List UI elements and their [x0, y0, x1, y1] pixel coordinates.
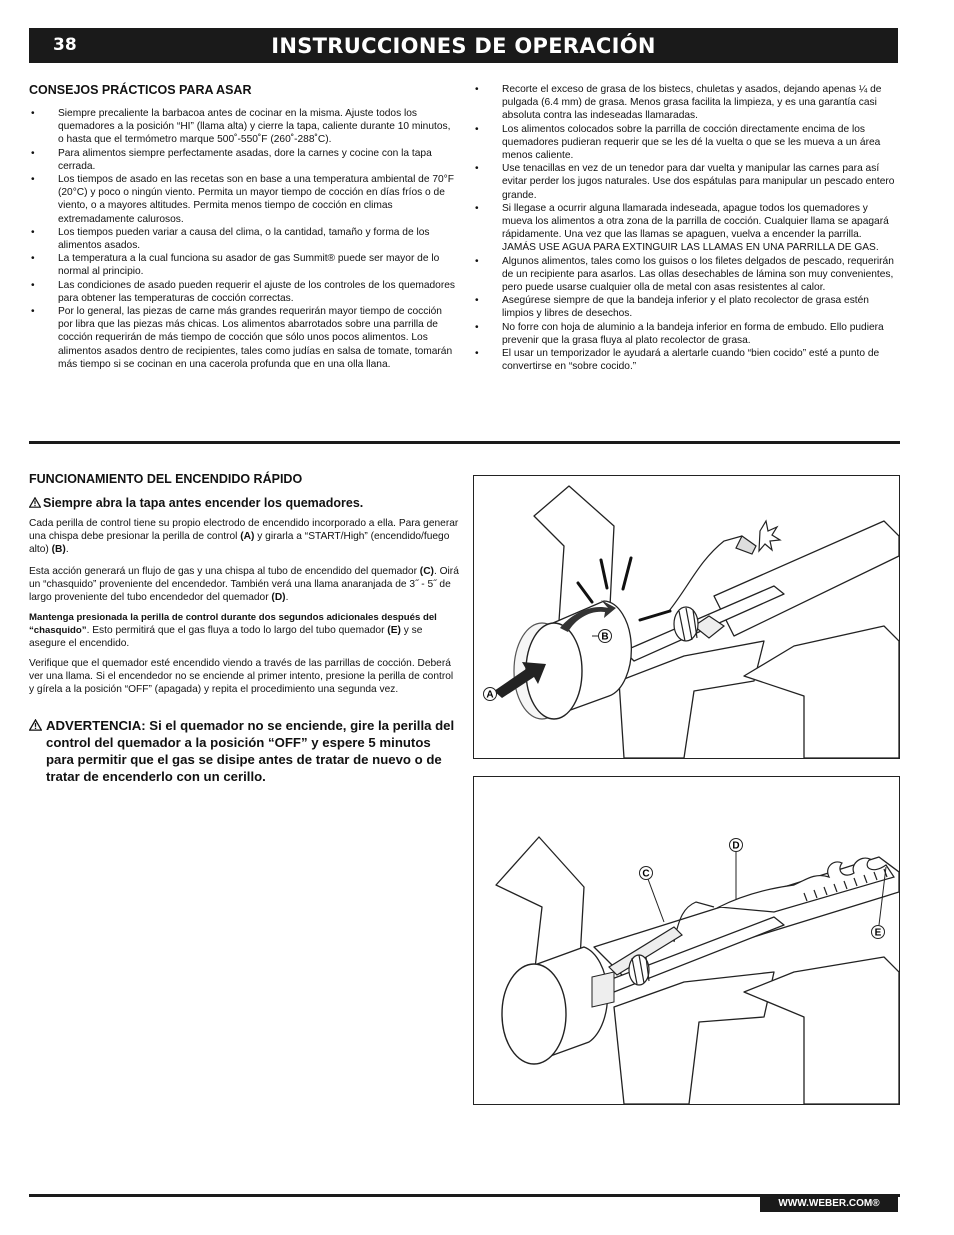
p2-ref-d: (D) [271, 592, 286, 604]
tips-heading: CONSEJOS PRÁCTICOS PARA ASAR [29, 83, 252, 97]
p2-text-a: Esta acción generará un flujo de gas y una chispa al tubo de encendido del quemador [29, 566, 420, 577]
ignition-warning [29, 717, 459, 785]
tip-item: • Para alimentos siempre perfectamente asadas, dore la carnes y cocine con la tapa cerrada. [29, 147, 457, 173]
p2-text-c: . Oirá un “chasquido” proveniente del encendedor. También verá una llama anaranjada de 3˝ - 5˝ de largo proveniente del tubo encendedor del quemador [29, 566, 459, 604]
label-a: A [486, 689, 494, 701]
tip-item: • No forre con hoja de aluminio a la bandeja inferior en forma de embudo. Ello pudiera prevenir que la grasa fluya al plato recolector de grasa. [473, 321, 898, 347]
tip-item: • Las condiciones de asado pueden requerir el ajuste de los controles de los quemadores para obtener las temperaturas de cocción correctas. [29, 279, 457, 305]
p1-ref-b: (B) [51, 544, 66, 556]
knob-press-illustration [474, 476, 899, 758]
tip-item: • Por lo general, las piezas de carne más grandes requerirán mayor tiempo de cocción por libra que las piezas más chicas. Los alimentos abarrotados sobre una parrilla de cocción requerirán de más tiempo de cocción que sólo unos pocos alimentos. Los alimentos asados dentro de recipientes, tales como judías en salsa de tomate, tomarán más tiempo si se cocinan en una cacerola profunda que en una olla llana. [29, 305, 457, 371]
warning-icon [29, 497, 41, 508]
ignition-paragraph-2 [29, 565, 459, 605]
ignition-heading: FUNCIONAMIENTO DEL ENCENDIDO RÁPIDO [29, 472, 303, 486]
tips-list-right [473, 83, 898, 373]
ignition-lead-text: Siempre abra la tapa antes encender los quemadores. [43, 496, 364, 510]
figure-knob-press [473, 475, 900, 759]
ignition-paragraph-3 [29, 611, 459, 651]
tip-item: • Los alimentos colocados sobre la parrilla de cocción directamente encima de los quemadores pudieran requerir que se les dé la vuelta o que se les mueva a un área menos caliente. [473, 123, 898, 163]
p1-text-c: y girarla a “START/High” (encendido/fuego alto) [29, 531, 450, 556]
tip-item: • Los tiempos de asado en las recetas son en base a una temperatura ambiental de 70°F (20°C) y poco o ningún viento. Permita un mayor tiempo de cocción en días fríos o de viento, o a mayores altitudes. Permita menos tiempo de cocción en climas extremadamente calurosos. [29, 173, 457, 226]
tip-item: • Recorte el exceso de grasa de los bistecs, chuletas y asados, dejando apenas ¼ de pulgada (6.4 mm) de grasa. Menos grasa facilita la limpieza, y es una garantía casi absoluta contra las indeseadas llamaradas. [473, 83, 898, 123]
p1-text-a: Cada perilla de control tiene su propio electrodo de encendido incorporado a ella. Para generar una chispa debe presionar la perilla de control [29, 518, 459, 543]
tip-item: • Si llegase a ocurrir alguna llamarada indeseada, apague todos los quemadores y mueva los alimentos a otra zona de la parrilla de cocción. Cualquier llama se apagará rápidamente. Una vez que las llamas se apaguen, vuelva a encender la parrilla. JAMÁS USE AGUA PARA EXTINGUIR LAS LLAMAS EN UNA PARRILLA DE GAS. [473, 202, 898, 255]
page-title: INSTRUCCIONES DE OPERACIÓN [271, 34, 656, 58]
page-number: 38 [53, 35, 77, 55]
tip-item: • La temperatura a la cual funciona su asador de gas Summit® puede ser mayor de lo normal al principio. [29, 252, 457, 278]
footer-url[interactable]: WWW.WEBER.COM® [760, 1194, 898, 1212]
ignition-lead [29, 496, 459, 510]
label-d: D [732, 840, 740, 852]
p1-ref-a: (A) [240, 531, 255, 543]
section-divider [29, 441, 900, 444]
tip-item: • Use tenacillas en vez de un tenedor para dar vuelta y manipular las carnes para así evitar perder los jugos naturales. Use dos espátulas para manipular un pescado entero grande. [473, 162, 898, 202]
warning-icon [29, 719, 42, 731]
p3-ref-e: (E) [387, 625, 401, 637]
tip-item: • Asegúrese siempre de que la bandeja inferior y el plato recolector de grasa estén limpios y libres de desechos. [473, 294, 898, 320]
label-e: E [874, 927, 882, 939]
p3-text-d: y se asegure el encendido. [29, 625, 423, 650]
label-c: C [642, 868, 650, 880]
ignition-paragraph-4: Verifique que el quemador esté encendido viendo a través de las parrillas de cocción. Deberá ver una llama. Si el encendedor no se enciende al primer intento, presione la perilla de control y gírela a la posición “OFF” (apagada) y repita el procedimiento una segunda vez. [29, 658, 454, 696]
label-b: B [601, 631, 609, 643]
ignition-paragraph-1 [29, 517, 459, 557]
p3-bold-text: Mantenga presionada la perilla de control durante dos segundos adicionales después del “chasquido” [29, 612, 437, 637]
p2-text-e: . [285, 592, 289, 604]
figure-burner-lit [473, 776, 900, 1105]
tip-item: • Los tiempos pueden variar a causa del clima, o la cantidad, tamaño y forma de los alimentos asados. [29, 226, 457, 252]
p1-text-e: . [65, 544, 69, 556]
tip-item: • El usar un temporizador le ayudará a alertarle cuando “bien cocido” esté a punto de convertirse en “sobre cocido.” [473, 347, 898, 373]
burner-lit-illustration [474, 777, 899, 1104]
warning-text: ADVERTENCIA: Si el quemador no se enciende, gire la perilla del control del quemador a la posición “OFF” y espere 5 minutos para permitir que el gas se disipe antes de tratar de nuevo o de tratar de encenderlo con un cerillo. [46, 718, 455, 784]
tip-item: • Algunos alimentos, tales como los guisos o los filetes delgados de pescado, requerirán de un recipiente para asarlos. Las ollas desechables de lámina son muy convenientes, pero puede usarse cualquier olla de metal con asas resistentes al calor. [473, 255, 898, 295]
p3-text-b: . Esto permitirá que el gas fluya a todo lo largo del tubo quemador [86, 625, 388, 637]
page-header [29, 28, 898, 63]
tips-list-left [29, 107, 457, 371]
p2-ref-c: (C) [419, 566, 434, 577]
tip-item: • Siempre precaliente la barbacoa antes de cocinar en la misma. Ajuste todos los quemadores a la posición “HI” (llama alta) y cierre la tapa, caliente durante 10 minutos, o hasta que el termómetro marque 500˚-550˚F (260˚-288˚C). [29, 107, 457, 147]
